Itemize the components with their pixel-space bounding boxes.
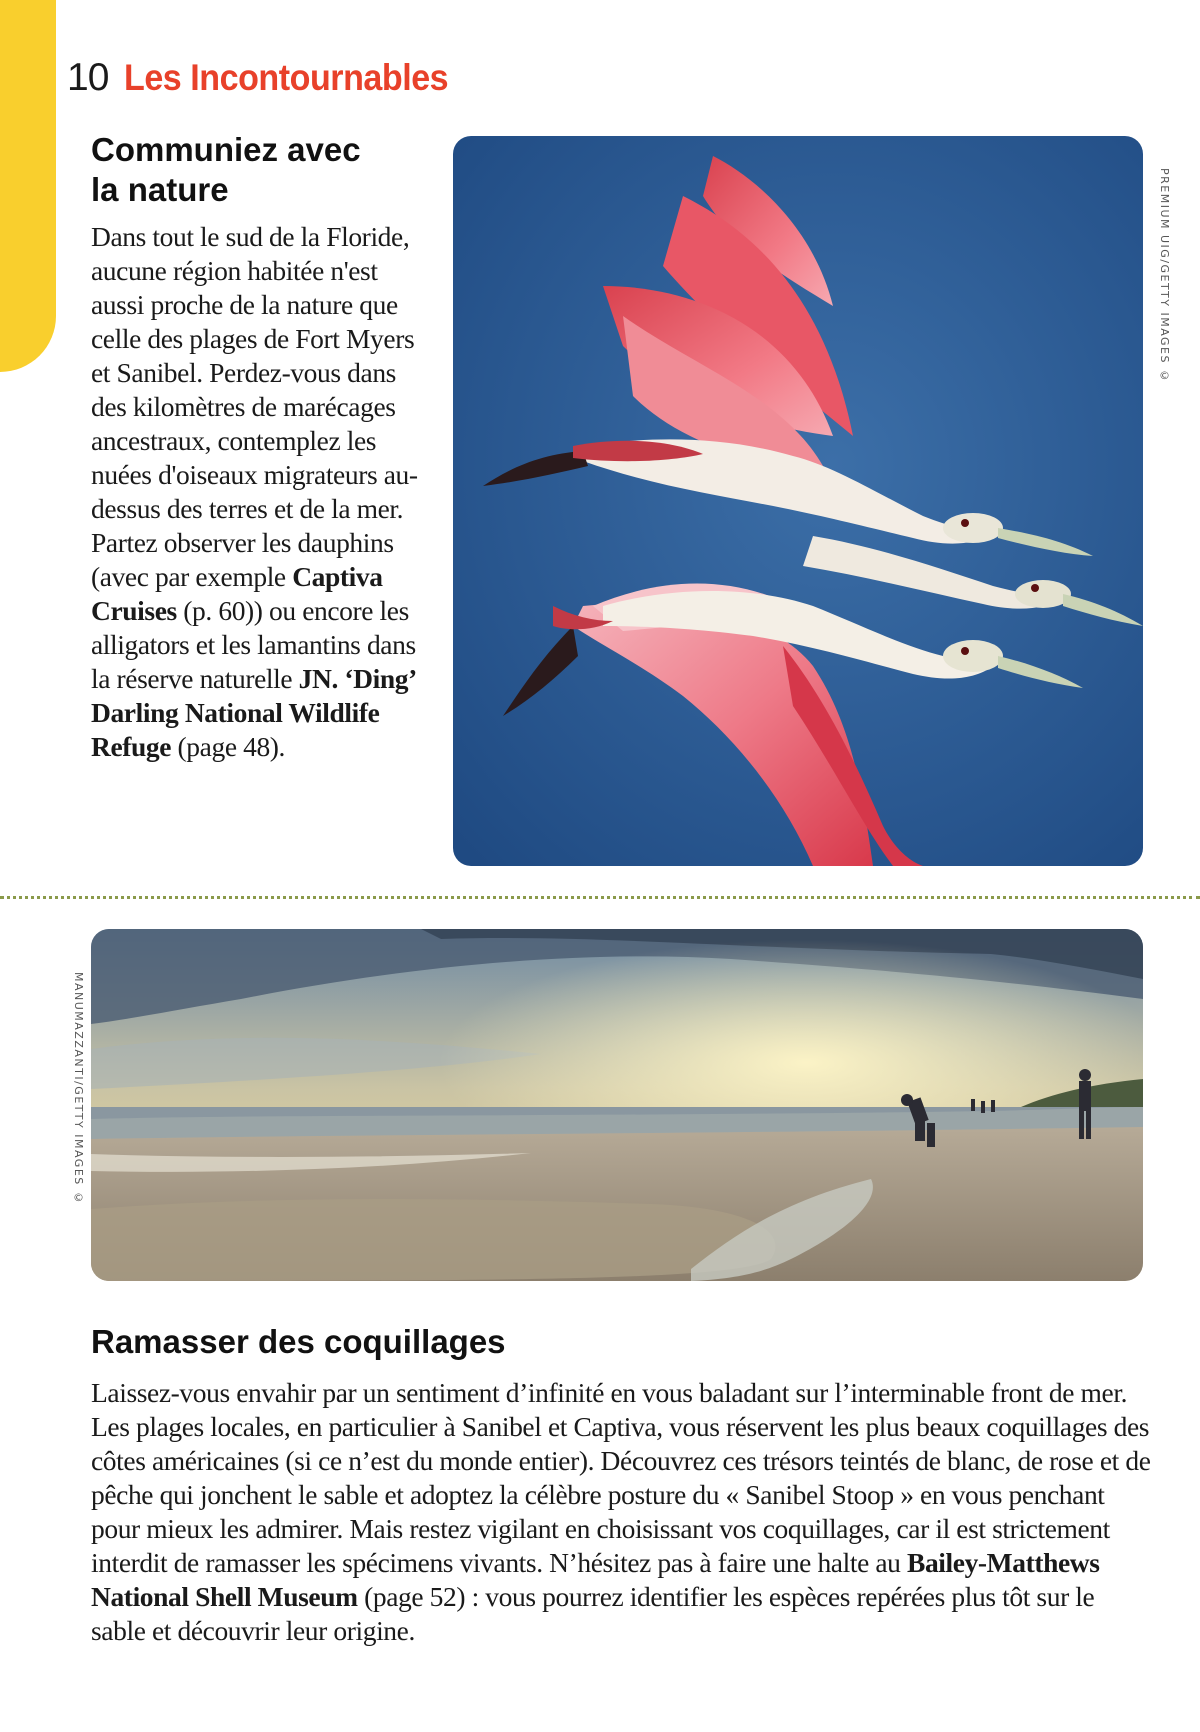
nature-bold-1: Captiva Cruises (91, 561, 383, 626)
shells-text-2: (page 52) : vous pourrez identifier les espèces repérées plus tôt sur le sable et découvrir leur origine. (91, 1581, 1095, 1646)
page-header (67, 56, 477, 100)
spoonbills-photo (453, 136, 1143, 866)
page-number: 10 (67, 56, 109, 99)
spoonbills-image (453, 136, 1143, 866)
shells-block (91, 1322, 1151, 1648)
spoonbills-photo-credit: PREMIUM UIG/GETTY IMAGES © (1158, 168, 1171, 384)
beach-photo-credit: MANUMAZZANTI/GETTY IMAGES © (72, 972, 85, 1206)
nature-text-1: Dans tout le sud de la Floride, aucune région habitée n'est aussi proche de la nature que celle des plages de Fort Myers et Sanibel. Perdez-vous dans des kilomètres de marécages ancestraux, contemplez les nuées d'oiseaux migrateurs au-dessus des terres et de la mer. Partez observer les dauphins (avec par exemple (91, 221, 418, 592)
beach-image (91, 929, 1143, 1281)
nature-text-3: (page 48). (171, 731, 286, 762)
nature-heading: Communiez avec la nature (91, 131, 361, 208)
nature-paragraph (91, 220, 436, 764)
shells-bold-1: Bailey-Matthews National Shell Museum (91, 1547, 1100, 1612)
beach-photo (91, 929, 1143, 1281)
section-title: Les Incontournables (124, 57, 449, 98)
nature-bold-2: JN. ‘Ding’ Darling National Wildlife Refuge (91, 663, 415, 762)
nature-column (91, 130, 436, 764)
section-divider (0, 896, 1200, 899)
nature-text-2: (p. 60)) ou encore les alligators et les lamantins dans la réserve naturelle (91, 595, 416, 694)
chapter-tab (0, 0, 56, 372)
shells-heading: Ramasser des coquillages (91, 1323, 506, 1360)
shells-paragraph (91, 1376, 1151, 1648)
shells-text-1: Laissez-vous envahir par un sentiment d’infinité en vous baladant sur l’interminable front de mer. Les plages locales, en particulier à Sanibel et Captiva, vous réservent les plus beaux coquillages des côtes américaines (si ce n’est du monde entier). Découvrez ces trésors teintés de blanc, de rose et de pêche qui jonchent le sable et adoptez la célèbre posture du « Sanibel Stoop » en vous penchant pour mieux les admirer. Mais restez vigilant en choisissant vos coquillages, car il est strictement interdit de ramasser les spécimens vivants. N’hésitez pas à faire une halte au (91, 1377, 1151, 1578)
